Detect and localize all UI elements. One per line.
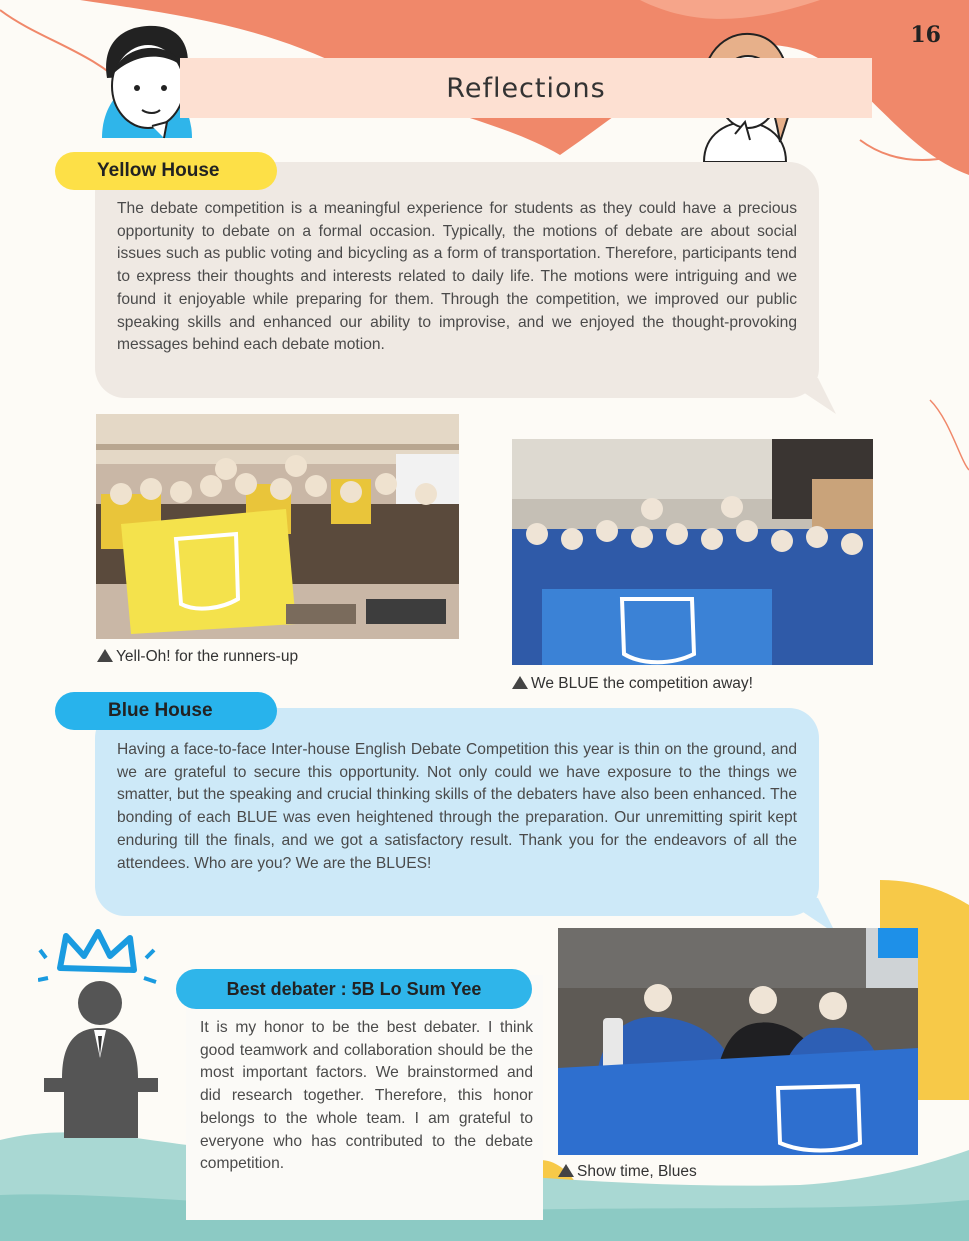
caption-text: Show time, Blues (577, 1163, 697, 1180)
yellow-house-heading: Yellow House (55, 152, 277, 190)
best-debater-heading: Best debater : 5B Lo Sum Yee (176, 969, 532, 1009)
page-number: 16 (910, 22, 941, 48)
bubble-tail (800, 378, 840, 418)
page-title: Reflections (180, 58, 872, 118)
speaker-podium-icon (38, 928, 168, 1138)
debate-photo (558, 928, 918, 1155)
caption-text: We BLUE the competition away! (531, 675, 753, 692)
triangle-icon (97, 649, 113, 662)
triangle-icon (558, 1164, 574, 1177)
triangle-icon (512, 676, 528, 689)
blue-house-reflection: Having a face-to-face Inter-house English Debate Competition this year is thin on the ground, and we are grateful to secure this opportunity. Not only could we have exposure to the things we smatter, but the speaking and crucial thinking skills of the debaters have also been enhanced. The bonding of each BLUE was even heightened through the preparation. Our unremitting spirit kept enduring till the finals, and we got a satisfactory result. Thank you for the endeavors of all the attendees. Who are you? We are the BLUES! (95, 708, 819, 916)
best-debater-text: It is my honor to be the best debater. I think good teamwork and collaboration should be the most important factors. We brainstormed and did research together. Therefore, this honor belongs to the whole team. I am grateful to everyone who has contributed to the debate competition. (200, 1019, 533, 1173)
caption-text: Yell-Oh! for the runners-up (116, 648, 299, 665)
blue-house-photo (512, 439, 873, 665)
yellow-house-reflection: The debate competition is a meaningful experience for students as they could have a precious opportunity to debate on a formal occasion. Typically, the motions of debate are about social issues such as public voting and bicycling as a form of transportation. Therefore, participants tend to express their thoughts and interests related to daily life. The motions were intriguing and we found it enjoyable while preparing for them. Through the competition, we improved our public speaking skills and enhanced our ability to improvise, and we enjoyed the thought-provoking messages behind each debate motion. (95, 162, 819, 398)
yellow-photo-caption (97, 648, 298, 666)
yellow-house-photo (96, 414, 459, 639)
debate-photo-caption (558, 1163, 697, 1181)
blue-photo-caption (512, 675, 753, 693)
blue-house-heading: Blue House (55, 692, 277, 730)
